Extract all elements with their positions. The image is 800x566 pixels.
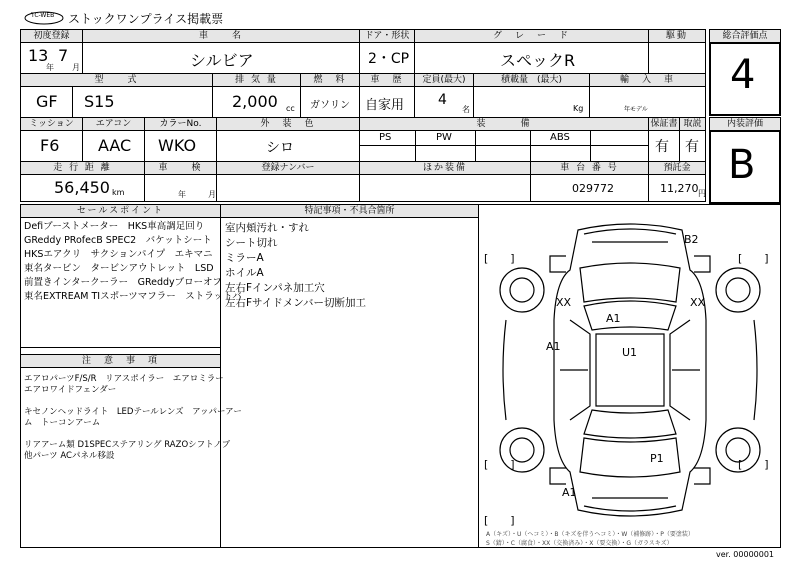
equipment-label: 装 備 — [359, 117, 649, 131]
damage-mark-a1-roof: A1 — [606, 312, 621, 325]
first-reg-label: 初度登録 — [20, 29, 83, 43]
ac-label: エアコン — [82, 117, 145, 131]
history-label: 車 歴 — [359, 73, 415, 87]
plate-label: 登録ナンバー — [216, 161, 360, 175]
overall-score: 4 — [730, 52, 756, 98]
overall-score-label: 総合評価点 — [709, 29, 781, 43]
doors-label: ドア・形状 — [359, 29, 415, 43]
cc-label: 排 気 量 — [212, 73, 301, 87]
interior-score-label: 内装評価 — [709, 117, 781, 131]
drive-label: 駆動 — [648, 29, 706, 43]
chassis-label: 車 台 番 号 — [530, 161, 649, 175]
grade-label: グ レ ー ド — [414, 29, 649, 43]
manual-label: 取説 — [679, 117, 706, 131]
fuel-label: 燃 料 — [300, 73, 360, 87]
history: 自家用 — [365, 98, 405, 113]
color-no: WKO — [158, 136, 197, 155]
special-notes: 室内頬汚れ・すれ シート切れ ミラーA ホイルA 左右Fインパネ加工穴 左右Fサイドメンバー切断加工 — [225, 222, 366, 309]
ac: AAC — [98, 136, 132, 155]
exterior-color-label: 外 装 色 — [216, 117, 360, 131]
damage-mark-xx-right: XX — [690, 296, 706, 309]
damage-mark-p1: P1 — [650, 452, 664, 465]
mileage-label: 走 行 距 離 — [20, 161, 145, 175]
damage-mark-a1-left: A1 — [546, 340, 561, 353]
damage-mark-a1-rear: A1 — [562, 486, 577, 499]
notes-label: 注 意 事 項 — [20, 354, 221, 368]
special-notes-label: 特記事項・不具合箇所 — [220, 204, 479, 218]
equipment-pw: PW — [436, 132, 452, 143]
mission: F6 — [40, 136, 60, 155]
model-label: 型 式 — [20, 73, 213, 87]
notes: エアロパーツF/S/R リアスポイラー エアロミラー エアロワイドフェンダー キセノンヘッドライト LEDテールレンズ アッパーアー ム トーコンアーム リアアーム類 D1SPECステアリング RAZOシフトノブ 他パーツ ACパネル移設 — [24, 374, 242, 461]
reg-month: 7 — [58, 46, 69, 65]
version: ver. 00000001 — [716, 550, 775, 559]
mission-label: ミッション — [20, 117, 83, 131]
damage-mark-xx-left: XX — [556, 296, 572, 309]
car-name: シルビア — [190, 51, 254, 70]
interior-score: B — [728, 142, 756, 188]
warranty: 有 — [655, 139, 669, 155]
selling-points-label: セールスポイント — [20, 204, 221, 218]
load-label: 積載量 (最大) — [473, 73, 590, 87]
price: 11,270 — [660, 182, 699, 195]
capacity: 4 — [438, 92, 447, 108]
equipment-abs: ABS — [550, 132, 570, 143]
other-equipment-label: ほか装備 — [359, 161, 531, 175]
reg-year: 13 — [28, 46, 49, 65]
chassis-number: 029772 — [572, 182, 614, 195]
price-label: 預託金 — [648, 161, 706, 175]
import-label: 輸 入 車 — [589, 73, 706, 87]
doors: 2・CP — [368, 51, 410, 67]
inspection-label: 車 検 — [144, 161, 217, 175]
mileage: 56,450 — [54, 178, 110, 197]
fuel: ガソリン — [310, 100, 350, 111]
damage-diagram — [480, 210, 780, 530]
car-name-label: 車 名 — [82, 29, 360, 43]
damage-legend: A（キズ）・U（ヘコミ）・B（キズを伴うヘコミ）・W（補修跡）・P（要塗装） S（錆）・C（腐食）・XX（交換済み）・X（要交換）・G（ガラスキズ） — [486, 531, 694, 547]
manual: 有 — [685, 139, 699, 155]
damage-mark-b2: B2 — [684, 233, 699, 246]
grade: スペックR — [500, 51, 576, 70]
capacity-label: 定員(最大) — [414, 73, 474, 87]
selling-points: Defiブーストメーター HKS車高調足回り GReddy PRofecB SPEC2 バケットシート HKSエアクリ サクションパイプ エキマニ 東名タービン タービンアウトレット LSD 前置きインタークーラー GReddyブローオフ 東名EXTREAM TIスポーツマフラー ストラットバ — [24, 221, 242, 302]
warranty-label: 保証書 — [648, 117, 680, 131]
equipment-ps: PS — [379, 132, 392, 143]
cc: 2,000 — [232, 92, 278, 111]
model: S15 — [84, 92, 115, 111]
logo: TC-WEB — [24, 10, 64, 24]
color-no-label: カラーNo. — [144, 117, 217, 131]
model-prefix: GF — [36, 92, 58, 111]
damage-mark-u1: U1 — [622, 346, 638, 359]
page-title: ストックワンプライス掲載票 — [68, 12, 224, 26]
exterior-color: シロ — [266, 140, 294, 156]
